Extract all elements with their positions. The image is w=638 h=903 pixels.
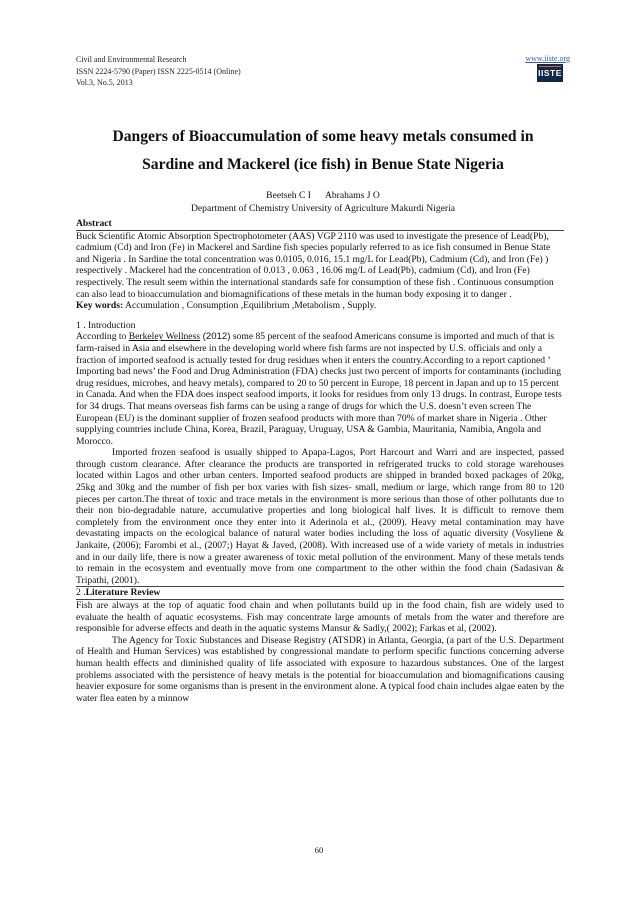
title-line-1: Dangers of Bioaccumulation of some heavy metals consumed in — [112, 128, 534, 145]
berkeley-wellness-link[interactable]: Berkeley Wellness — [128, 331, 201, 343]
author-affiliation: Department of Chemistry University of Agriculture Makurdi Nigeria — [190, 203, 456, 214]
literature-paragraph-1: Fish are always at the top of aquatic food chain and when pollutants build up in the food chain, fish are widely used to evaluate the health of aquatic ecosystems. Fish may concentrate large amounts of metals from the water and therefore are responsible for adverse effects and death in the aquatic systems Mansur & Sadly,( 2002); Farkas et al, (2002). — [76, 600, 564, 635]
journal-header — [76, 54, 241, 89]
keywords-list: Accumulation , Consumption ,Equilibrium ,Metabolism , Supply. — [123, 300, 377, 312]
intro-paragraph-1: According to Berkeley Wellness (2012) some 85 percent of the seafood Americans consume is imported and much of that is farm-raised in Asia and elsewhere in the developing world where fish farms are not inspected by U.S. officials and only a fraction of imported seafood is actually tested for drug residues when it enters the country.According to a report captioned ’ Importing bad news’ the Food and Drug Administration (FDA) checks just two percent of imports for contaminants (including drug residues, microbes, and heavy metals), compared to 20 to 50 percent in Europe, 18 percent in Japan and up to 15 percent in Canada. And when the FDA does inspect seafood imports, it looks for residues from only 13 drugs. In contrast, Europe tests for 34 drugs. That means overseas fish farms can be using a range of drugs for which the U.S. doesn’t even screen The European (EU) is the dominant supplier of frozen seafood products with more than 70% of market share in Nigeria . Other supplying countries include China, Korea, Brazil, Paraguay, Uruguay, USA & Gambia, Mauritania, Namibia, Angola and Morocco. — [76, 331, 562, 447]
abstract-heading: Abstract — [76, 218, 112, 229]
title-line-2: Sardine and Mackerel (ice fish) in Benue State Nigeria — [142, 156, 504, 173]
paper-body — [76, 218, 564, 704]
iiste-logo: IISTE — [537, 64, 563, 82]
author-names — [76, 189, 570, 202]
journal-volume: Vol.3, No.5, 2013 — [76, 78, 133, 87]
paper-title — [76, 123, 570, 179]
abstract-text: Buck Scientific Atomic Absorption Spectrophotometer (AAS) VGP 2110 was used to investigate the presence of Lead(Pb), cadmium (Cd) and Iron (Fe) in Mackerel and Sardine fish species popularly referred to as ice fish consumed in Benue State and Nigeria . In Sardine the total concentration was 0.0105, 0.016, 15.1 mg/L for Lead(Pb), Cadmium (Cd), and Iron (Fe) ) respectively . Mackerel had the concentration of 0.013 , 0.063 , 16.06 mg/L of Lead(Pb), cadmium (Cd), and Iron (Fe) respectively. The result seem within the international standards safe for consumption of these fish . Continuous consumption can also lead to bioaccumulation and biomagnifications of these metals in the human body exposing it to danger . — [76, 230, 554, 300]
literature-paragraph-2: The Agency for Toxic Substances and Disease Registry (ATSDR) in Atlanta, Georgia, (a part of the U.S. Department of Health and Human Services) was established by congressional mandate to perform specific functions concerning adverse human health effects and diminished quality of life associated with exposure to hazardous substances. One of the largest problems associated with the persistence of heavy metals is the potential for bioaccumulation and biomagnifications causing heavier exposure for some organisms than is present in the environment alone. A typical food chain includes algae eaten by the water flea eaten by a minnow — [76, 634, 564, 704]
intro-heading: 1 . Introduction — [76, 319, 136, 331]
keywords — [76, 300, 564, 312]
page-number: 60 — [314, 845, 324, 855]
author-block — [76, 189, 570, 215]
literature-heading: 2 .Literature Review — [76, 587, 161, 599]
journal-name: Civil and Environmental Research — [76, 55, 187, 64]
author-1: Beetseh C I — [266, 190, 311, 201]
intro-year: (2012) — [200, 331, 231, 343]
journal-issn: ISSN 2224-5790 (Paper) ISSN 2225-0514 (Online) — [76, 66, 241, 76]
author-2: Abrahams J O — [324, 190, 380, 201]
keywords-label: Key words: — [76, 300, 124, 312]
intro-paragraph-2: Imported frozen seafood is usually shipped to Apapa-Lagos, Port Harcourt and Warri and are inspected, passed through custom clearance. After clearance the products are transported in refrigerated trucks to cold storage warehouses located within Lagos and other urban centers. Imported seafood products are shipped in branded boxed packages of 20kg, 25kg and 30kg and the number of fish per box varies with fish sizes- small, medium or large, which range from 80 to 120 pieces per carton.The threat of toxic and trace metals in the environment is more serious than those of other pollutants due to their non bio-degradable nature, accumulative properties and long biological half lives. It is difficult to remove them completely from the environment once they enter into it Aderinola et al., (2009). Heavy metal contamination may have devastating impacts on the ecological balance of natural water bodies including the loss of aquatic diversity (Vosyliene & Jankaite, (2006); Farombi et al., (2007;) Hayat & Javed, (2008). With increased use of a wide variety of metals in industries and in our daily life, there is now a greater awareness of toxic metal pollution of the environment. Many of these metals tends to remain in the ecosystem and eventually move from one compartment to the other within the food chain (Sadasivan & Tripathi, (2001). — [76, 447, 564, 586]
journal-url-link[interactable]: www.iiste.org — [525, 54, 570, 63]
